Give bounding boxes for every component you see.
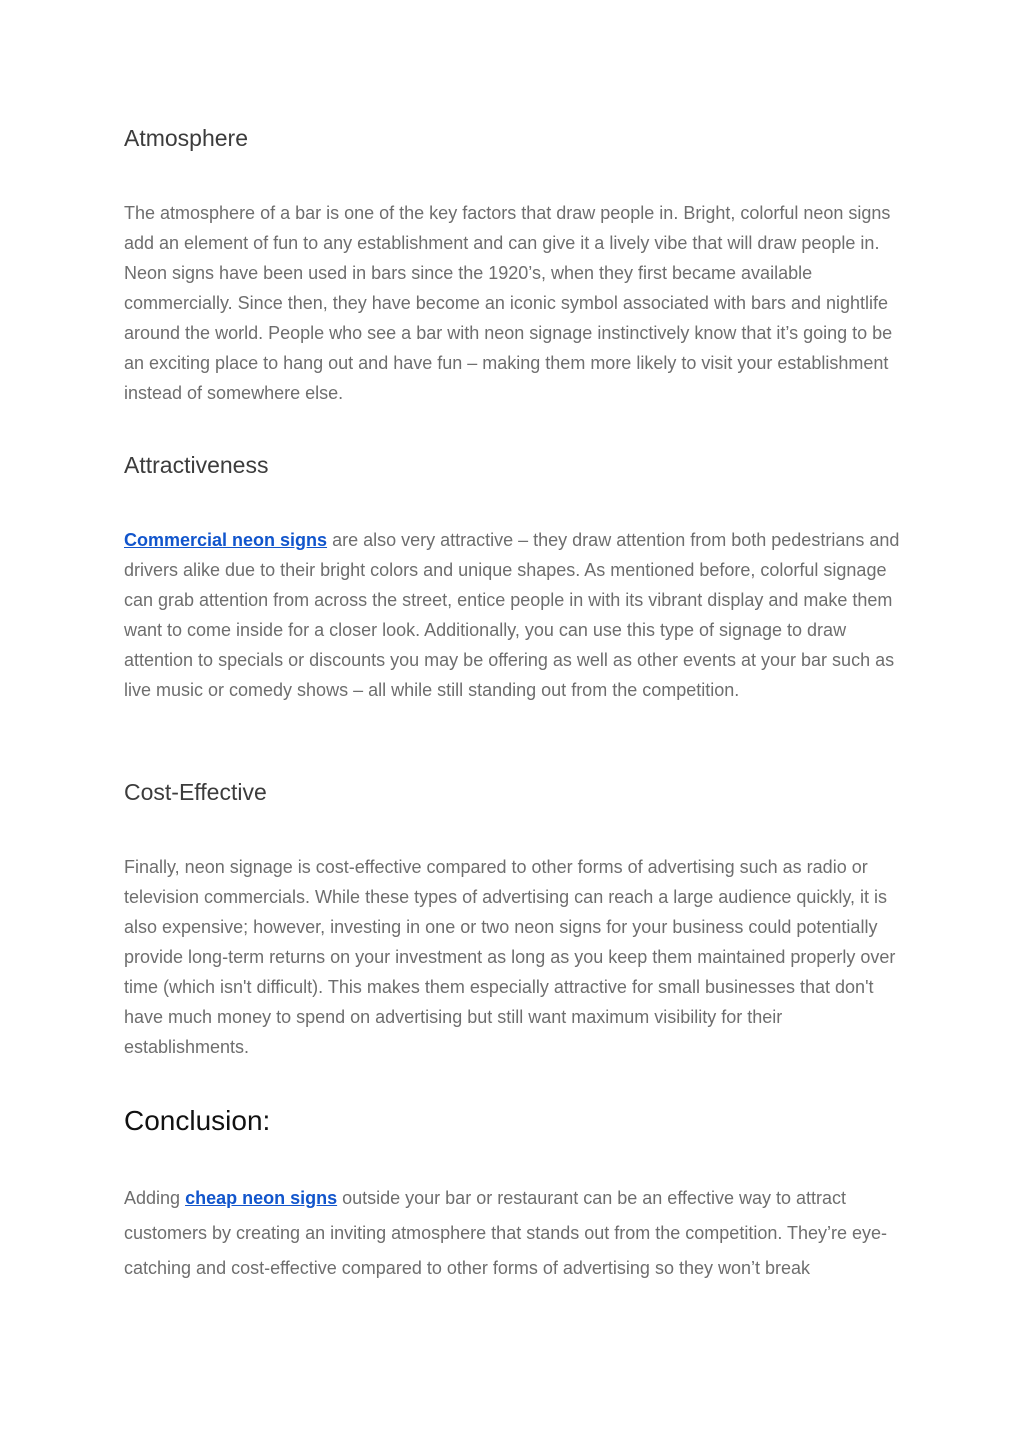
conclusion-paragraph [124, 1181, 904, 1286]
attractiveness-heading: Attractiveness [124, 452, 269, 478]
cost-effective-heading: Cost-Effective [124, 779, 267, 805]
commercial-neon-signs-link[interactable]: Commercial neon signs [124, 530, 328, 550]
cost-effective-paragraph: Finally, neon signage is cost-effective compared to other forms of advertising such as radio or television commercials. While these types of advertising can reach a large audience quickly, it is also expensive; however, investing in one or two neon signs for your business could potentially provide long-term returns on your investment as long as you keep them maintained properly over time (which isn't difficult). This makes them especially attractive for small businesses that don't have much money to spend on advertising but still want maximum visibility for their establishments. [124, 857, 896, 1057]
conclusion-heading: Conclusion: [124, 1105, 271, 1136]
conclusion-paragraph-text: outside your bar or restaurant can be an effective way to attract customers by creating an inviting atmosphere that stands out from the competition. They’re eye-catching and cost-effective compared to other forms of advertising so they won’t break [124, 1188, 888, 1278]
atmosphere-paragraph: The atmosphere of a bar is one of the key factors that draw people in. Bright, colorful neon signs add an element of fun to any establishment and can give it a lively vibe that will draw people in. Neon signs have been used in bars since the 1920’s, when they first became available commercially. Since then, they have become an iconic symbol associated with bars and nightlife around the world. People who see a bar with neon signage instinctively know that it’s going to be an exciting place to hang out and have fun – making them more likely to visit your establishment instead of somewhere else. [124, 203, 893, 403]
attractiveness-paragraph [124, 525, 904, 705]
cheap-neon-signs-link[interactable]: cheap neon signs [185, 1188, 338, 1208]
conclusion-paragraph-lead: Adding [124, 1188, 186, 1208]
attractiveness-paragraph-text: are also very attractive – they draw attention from both pedestrians and drivers alike due to their bright colors and unique shapes. As mentioned before, colorful signage can grab attention from across the street, entice people in with its vibrant display and make them want to come inside for a closer look. Additionally, you can use this type of signage to draw attention to specials or discounts you may be offering as well as other events at your bar such as live music or comedy shows – all while still standing out from the competition. [124, 530, 900, 700]
atmosphere-heading: Atmosphere [124, 125, 249, 151]
